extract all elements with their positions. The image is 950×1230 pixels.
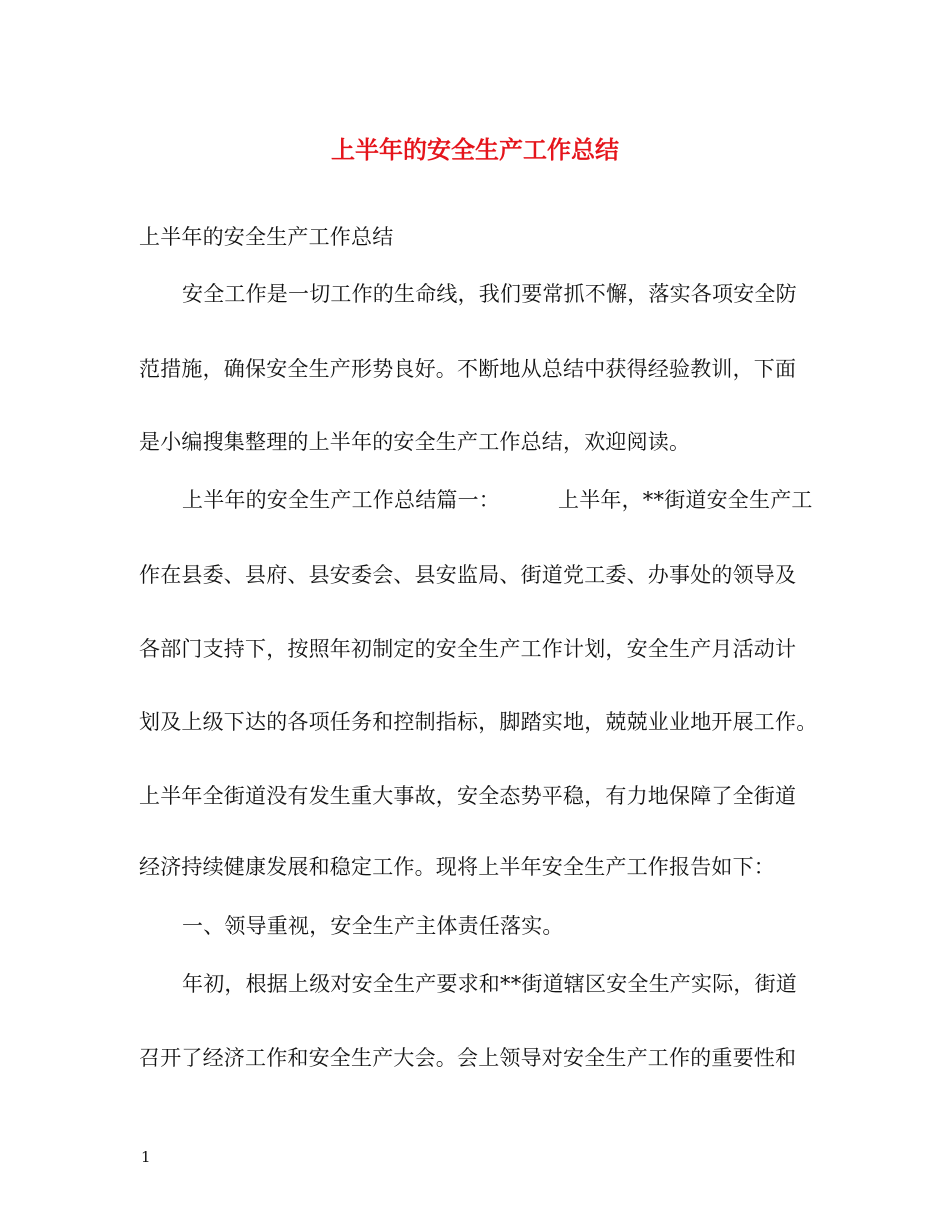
section-heading: 一、领导重视，安全生产主体责任落实。	[182, 914, 564, 938]
document-subtitle: 上半年的安全生产工作总结	[139, 225, 394, 249]
paragraph-line: 安全工作是一切工作的生命线，我们要常抓不懈，落实各项安全防	[182, 282, 797, 306]
paragraph-line: 作在县委、县府、县安委会、县安监局、街道党工委、办事处的领导及	[139, 563, 797, 587]
paragraph-line: 年初，根据上级对安全生产要求和**街道辖区安全生产实际，街道	[182, 972, 797, 996]
paragraph-line: 划及上级下达的各项任务和控制指标，脚踏实地，兢兢业业地开展工作。	[139, 710, 818, 734]
page-number: 1	[141, 1148, 151, 1166]
section-heading: 上半年的安全生产工作总结篇一：	[182, 488, 500, 512]
paragraph-line: 是小编搜集整理的上半年的安全生产工作总结，欢迎阅读。	[139, 430, 691, 454]
paragraph-line: 各部门支持下，按照年初制定的安全生产工作计划，安全生产月活动计	[139, 637, 797, 661]
paragraph-line	[182, 485, 813, 515]
paragraph-line: 经济持续健康发展和稳定工作。现将上半年安全生产工作报告如下：	[139, 855, 775, 879]
paragraph-line: 上半年全街道没有发生重大事故，安全态势平稳，有力地保障了全街道	[139, 784, 797, 808]
paragraph-text: 上半年，**街道安全生产工	[558, 488, 813, 512]
document-title: 上半年的安全生产工作总结	[331, 135, 619, 164]
paragraph-line: 召开了经济工作和安全生产大会。会上领导对安全生产工作的重要性和	[139, 1046, 797, 1070]
paragraph-line: 范措施，确保安全生产形势良好。不断地从总结中获得经验教训，下面	[139, 357, 797, 381]
